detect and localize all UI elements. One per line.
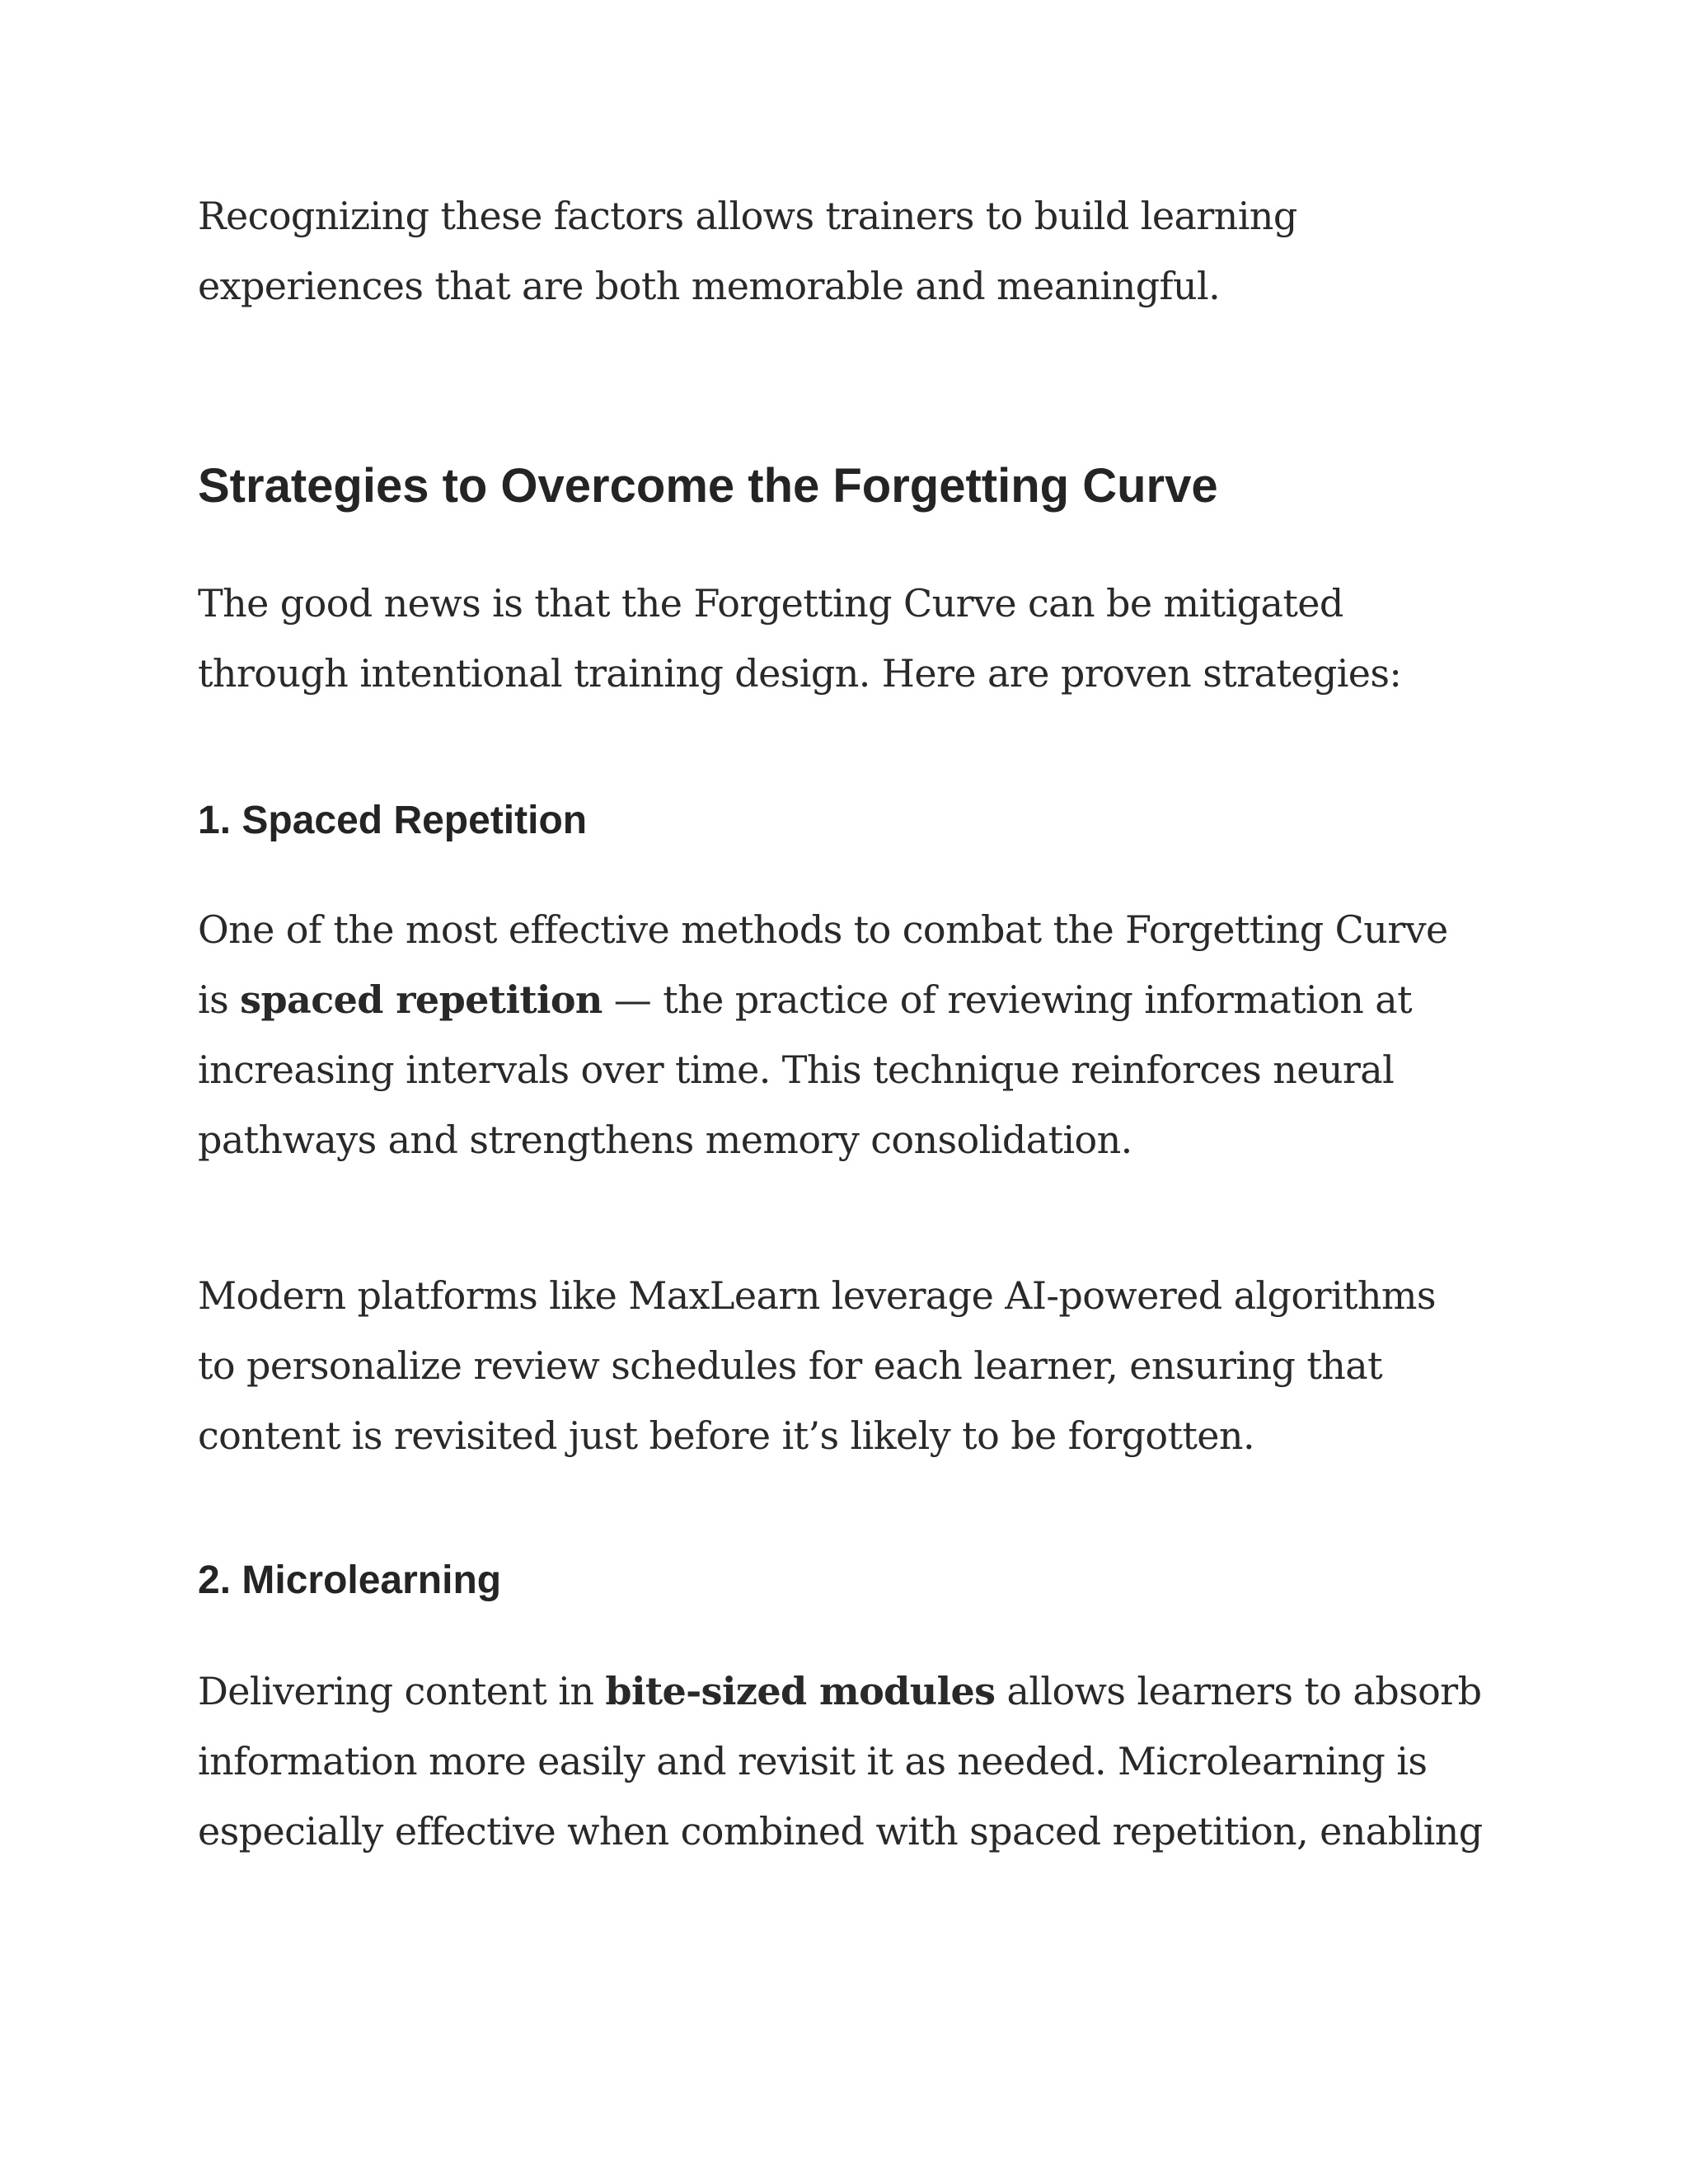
paragraph-text: One of the most effective methods to combat the Forgetting Curve is	[198, 907, 1448, 1022]
paragraph-text: — the practice of reviewing information at increasing intervals over time. This technique reinforces neural pathways and strengthens memory consolidation.	[198, 977, 1413, 1162]
section-intro-paragraph: The good news is that the Forgetting Curve can be mitigated through intentional training design. Here are proven strategies:	[198, 581, 1402, 696]
strategy-1-paragraph-2: Modern platforms like MaxLearn leverage AI-powered algorithms to personalize review schedules for each learner, ensuring that content is revisited just before it’s likely to be forgotten.	[198, 1273, 1436, 1458]
strategy-2-paragraph-1	[198, 1657, 1484, 1867]
bold-term: bite-sized modules	[605, 1669, 996, 1713]
section-heading: Strategies to Overcome the Forgetting Curve	[198, 459, 1218, 513]
strategy-heading-microlearning: 2. Microlearning	[198, 1558, 502, 1602]
paragraph-text: allows learners to absorb information more easily and revisit it as needed. Microlearning is especially effective when combined with spaced repetition, enabling	[198, 1669, 1483, 1854]
paragraph-text: Delivering content in	[198, 1669, 606, 1713]
strategy-1-paragraph-1	[198, 895, 1484, 1175]
bold-term: spaced repetition	[240, 977, 603, 1022]
strategy-heading-spaced-repetition: 1. Spaced Repetition	[198, 799, 588, 842]
intro-paragraph: Recognizing these factors allows trainers to build learning experiences that are both memorable and meaningful.	[198, 194, 1297, 308]
